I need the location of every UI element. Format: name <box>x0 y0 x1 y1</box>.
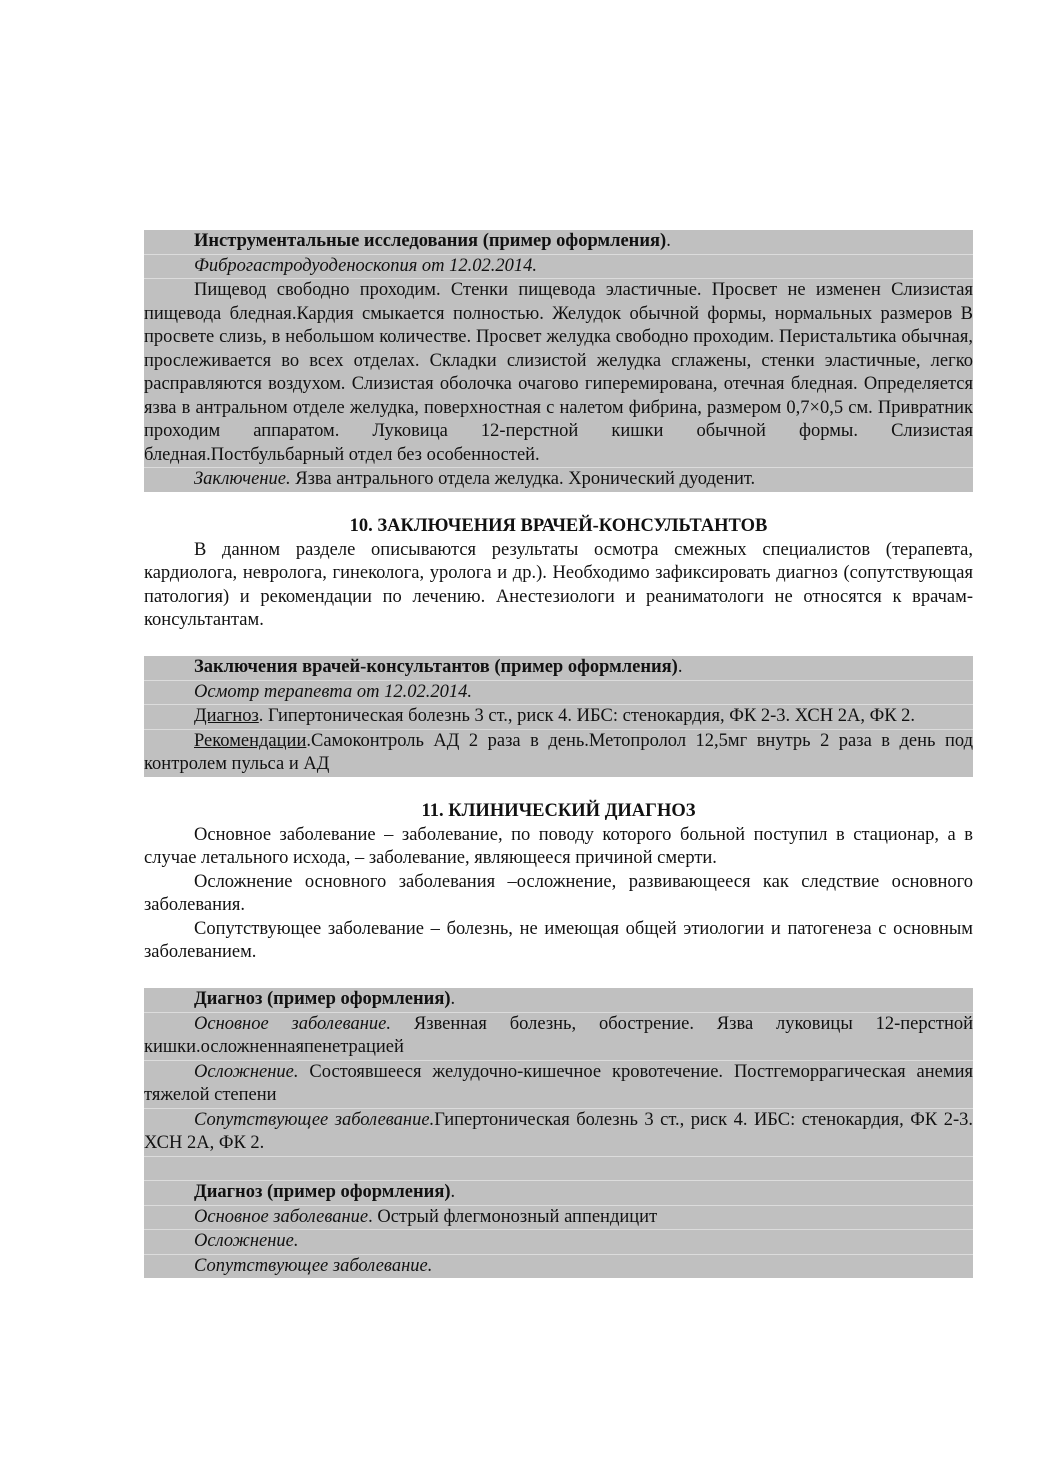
instrumental-example-box <box>144 230 973 492</box>
title-period: . <box>450 1182 456 1202</box>
title-period: . <box>677 657 683 677</box>
study-name: Фиброгастродуоденоскопия от 12.02.2014. <box>144 255 973 280</box>
main-disease-label: Основное заболевание <box>194 1206 369 1227</box>
section-11-p2: Осложнение основного заболевания –осложнение, развивающееся как следствие основного заболевания. <box>144 871 973 915</box>
consult-diagnosis <box>144 705 973 730</box>
main-disease-label: Основное заболевание. <box>194 1013 392 1034</box>
title-period: . <box>450 989 456 1009</box>
recommend-text: .Самоконтроль АД 2 раза в день.Метопролол 12,5мг внутрь 2 раза в день под контролем пульса и АД <box>144 730 973 774</box>
diag1-title: Диагноз (пример оформления) <box>194 989 451 1009</box>
diag1-title-line <box>144 988 973 1013</box>
section-11-p3: Сопутствующее заболевание – болезнь, не имеющая общей этиологии и патогенеза с основным заболеванием. <box>144 918 973 962</box>
spacer <box>144 965 973 989</box>
diag2-main <box>144 1206 973 1231</box>
diag2-comorbidity-label: Сопутствующее заболевание. <box>194 1255 433 1276</box>
consult-title-line <box>144 656 973 681</box>
diag1-main <box>144 1013 973 1061</box>
diag2-title: Диагноз (пример оформления) <box>194 1182 451 1202</box>
comorbidity-label: Сопутствующее заболевание. <box>194 1109 435 1130</box>
comorbidity-text: Гипертоническая болезнь 3 ст., риск 4. ИБС: стенокардия, ФК 2-3. ХСН 2А, ФК 2. <box>144 1109 973 1153</box>
diagnosis-example-box <box>144 988 973 1278</box>
consultants-example-box <box>144 656 973 777</box>
instrumental-title-line <box>144 230 973 255</box>
section-11-heading: 11. КЛИНИЧЕСКИЙ ДИАГНОЗ <box>421 801 696 821</box>
spacer <box>144 777 973 801</box>
spacer <box>144 633 973 657</box>
diag1-comorbidity <box>144 1109 973 1157</box>
section-10-text: В данном разделе описываются результаты осмотра смежных специалистов (терапевта, кардиолога, невролога, гинеколога, уролога и др.). Необходимо зафиксировать диагноз (сопутствующая патология) и рекомендации по лечению. Анестезиологи и реаниматологи не относятся к врачам-консультантам. <box>144 539 973 630</box>
consult-title: Заключения врачей-консультантов (пример оформления) <box>194 657 678 677</box>
conclusion-label: Заключение. <box>194 469 291 489</box>
consult-exam: Осмотр терапевта от 12.02.2014. <box>144 681 973 706</box>
blank-line <box>144 1157 973 1182</box>
section-11-p1: Основное заболевание – заболевание, по поводу которого больной поступил в стационар, а в случае летального исхода, – заболевание, являющееся причиной смерти. <box>144 824 973 868</box>
study-conclusion <box>144 468 973 492</box>
diag2-complication-label: Осложнение. <box>144 1230 973 1255</box>
section-10-heading: 10. ЗАКЛЮЧЕНИЯ ВРАЧЕЙ-КОНСУЛЬТАНТОВ <box>349 516 768 536</box>
complication-text: Состоявшееся желудочно-кишечное кровотечение. Постгеморрагическая анемия тяжелой степени <box>144 1061 973 1105</box>
diagnosis-text: . Гипертоническая болезнь 3 ст., риск 4. ИБС: стенокардия, ФК 2-3. ХСН 2А, ФК 2. <box>258 706 916 726</box>
recommend-label: Рекомендации <box>194 730 307 751</box>
spacer <box>144 492 973 516</box>
title-period: . <box>666 231 671 251</box>
diag2-title-line <box>144 1181 973 1206</box>
diagnosis-label: Диагноз <box>194 706 259 726</box>
main-disease-text: Язвенная болезнь, обострение. Язва луковицы 12-перстной кишки.осложненнаяпенетрацией <box>144 1013 973 1057</box>
consult-recommendations <box>144 730 973 777</box>
main-disease-text: . Острый флегмонозный аппендицит <box>368 1206 658 1227</box>
page-content <box>144 230 973 1278</box>
study-description: Пищевод свободно проходим. Стенки пищевода эластичные. Просвет не изменен Слизистая пищевода бледная.Кардия смыкается полностью. Желудок обычной формы, нормальных размеров В просвете слизь, в небольшом количестве. Просвет желудка свободно проходим. Перистальтика обычная, прослеживается во всех отделах. Складки слизистой желудка сглажены, стенки эластичные, легко расправляются воздухом. Слизистая оболочка очагово гиперемирована, отечная бледная. Определяется язва в антральном отделе желудка, поверхностная с налетом фибрина, размером 0,7×0,5 см. Привратник проходим аппаратом. Луковица 12-перстной кишки обычной формы. Слизистая бледная.Постбульбарный отдел без особенностей. <box>144 279 973 468</box>
instrumental-title: Инструментальные исследования (пример оформления) <box>194 231 667 251</box>
diag1-complication <box>144 1061 973 1109</box>
conclusion-text: Язва антрального отдела желудка. Хронический дуоденит. <box>290 469 756 489</box>
complication-label: Осложнение. <box>194 1061 299 1082</box>
